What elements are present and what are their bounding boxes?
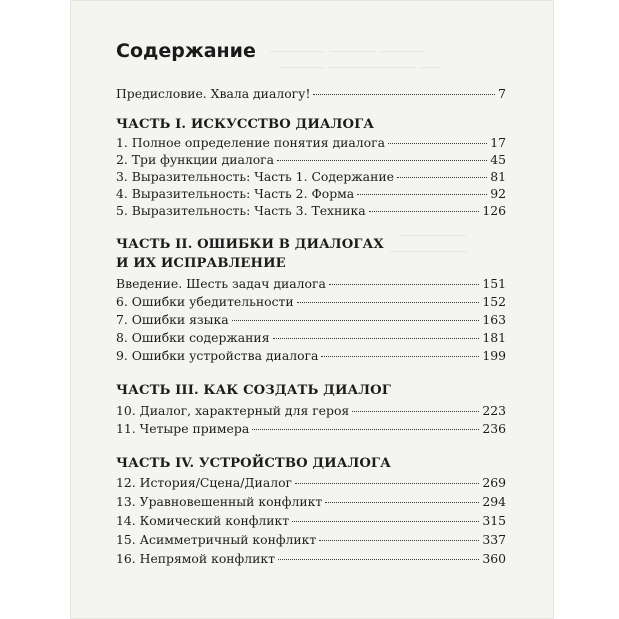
- part-heading: ЧАСТЬ I. ИСКУССТВО ДИАЛОГА: [116, 117, 375, 132]
- toc-entry[interactable]: [116, 532, 506, 548]
- entry-title: 3. Выразительность: Часть 1. Содержание: [116, 169, 394, 184]
- toc-title: Содержание: [116, 40, 256, 62]
- toc-entry[interactable]: [116, 294, 506, 310]
- entry-title: 5. Выразительность: Часть 3. Техника: [116, 203, 366, 218]
- part-heading: ЧАСТЬ IV. УСТРОЙСТВО ДИАЛОГА: [116, 456, 391, 471]
- dot-leader: [352, 411, 479, 412]
- page-number: 92: [490, 186, 506, 201]
- entry-title: Предисловие. Хвала диалогу!: [116, 86, 311, 101]
- page-number: 294: [482, 494, 506, 509]
- entry-title: 15. Асимметричный конфликт: [116, 532, 317, 547]
- toc-entry[interactable]: [116, 135, 506, 151]
- page-number: 360: [482, 551, 506, 566]
- toc-entry[interactable]: [116, 513, 506, 529]
- dot-leader: [321, 356, 479, 357]
- page-number: 269: [482, 475, 506, 490]
- page-number: 126: [482, 203, 506, 218]
- toc-entry-preface[interactable]: [116, 86, 506, 102]
- page-number: 163: [482, 312, 506, 327]
- entry-title: 9. Ошибки устройства диалога: [116, 348, 319, 363]
- toc-entry[interactable]: [116, 494, 506, 510]
- dot-leader: [292, 521, 479, 522]
- book-page: [70, 0, 554, 619]
- entry-title: 13. Уравновешенный конфликт: [116, 494, 323, 509]
- page-number: 181: [482, 330, 506, 345]
- dot-leader: [273, 338, 480, 339]
- dot-leader: [357, 194, 487, 195]
- page-number: 236: [482, 421, 506, 436]
- page-number: 151: [482, 276, 506, 291]
- entry-title: 4. Выразительность: Часть 2. Форма: [116, 186, 355, 201]
- toc-entry[interactable]: [116, 186, 506, 202]
- toc-entry[interactable]: [116, 312, 506, 328]
- dot-leader: [278, 559, 479, 560]
- bleed-through-text: ————— ·———— ————: [270, 45, 424, 58]
- entry-title: 2. Три функции диалога: [116, 152, 275, 167]
- dot-leader: [369, 211, 480, 212]
- bleed-through-text: ———————: [390, 245, 467, 258]
- toc-entry[interactable]: [116, 276, 506, 292]
- bleed-through-text: ——————: [400, 229, 466, 242]
- dot-leader: [325, 502, 479, 503]
- toc-entry[interactable]: [116, 475, 506, 491]
- entry-title: 1. Полное определение понятия диалога: [116, 135, 385, 150]
- toc-entry[interactable]: [116, 403, 506, 419]
- dot-leader: [295, 483, 479, 484]
- toc-entry[interactable]: [116, 169, 506, 185]
- dot-leader: [329, 284, 480, 285]
- dot-leader: [313, 94, 495, 95]
- toc-entry[interactable]: [116, 330, 506, 346]
- entry-title: 7. Ошибки языка: [116, 312, 229, 327]
- page-number: 7: [498, 86, 506, 101]
- toc-entry[interactable]: [116, 551, 506, 567]
- entry-title: 14. Комический конфликт: [116, 513, 290, 528]
- dot-leader: [388, 143, 487, 144]
- page-number: 199: [482, 348, 506, 363]
- dot-leader: [319, 540, 479, 541]
- page-number: 152: [482, 294, 506, 309]
- toc-entry[interactable]: [116, 203, 506, 219]
- dot-leader: [232, 320, 480, 321]
- entry-title: 8. Ошибки содержания: [116, 330, 270, 345]
- entry-title: 12. История/Сцена/Диалог: [116, 475, 293, 490]
- dot-leader: [297, 302, 480, 303]
- bleed-through-text: ———— ———————— ——: [280, 61, 441, 74]
- page-number: 337: [482, 532, 506, 547]
- dot-leader: [397, 177, 487, 178]
- part-heading: ЧАСТЬ III. КАК СОЗДАТЬ ДИАЛОГ: [116, 383, 391, 398]
- dot-leader: [277, 160, 487, 161]
- entry-title: Введение. Шесть задач диалога: [116, 276, 326, 291]
- entry-title: 16. Непрямой конфликт: [116, 551, 275, 566]
- page-number: 315: [482, 513, 506, 528]
- page-number: 81: [490, 169, 506, 184]
- page-number: 223: [482, 403, 506, 418]
- part-heading-line2: И ИХ ИСПРАВЛЕНИЕ: [116, 256, 286, 271]
- dot-leader: [252, 429, 479, 430]
- entry-title: 10. Диалог, характерный для героя: [116, 403, 350, 418]
- entry-title: 6. Ошибки убедительности: [116, 294, 294, 309]
- toc-entry[interactable]: [116, 152, 506, 168]
- toc-entry[interactable]: [116, 348, 506, 364]
- page-number: 45: [490, 152, 506, 167]
- part-heading: ЧАСТЬ II. ОШИБКИ В ДИАЛОГАХ: [116, 237, 384, 252]
- page-number: 17: [490, 135, 506, 150]
- entry-title: 11. Четыре примера: [116, 421, 250, 436]
- toc-entry[interactable]: [116, 421, 506, 437]
